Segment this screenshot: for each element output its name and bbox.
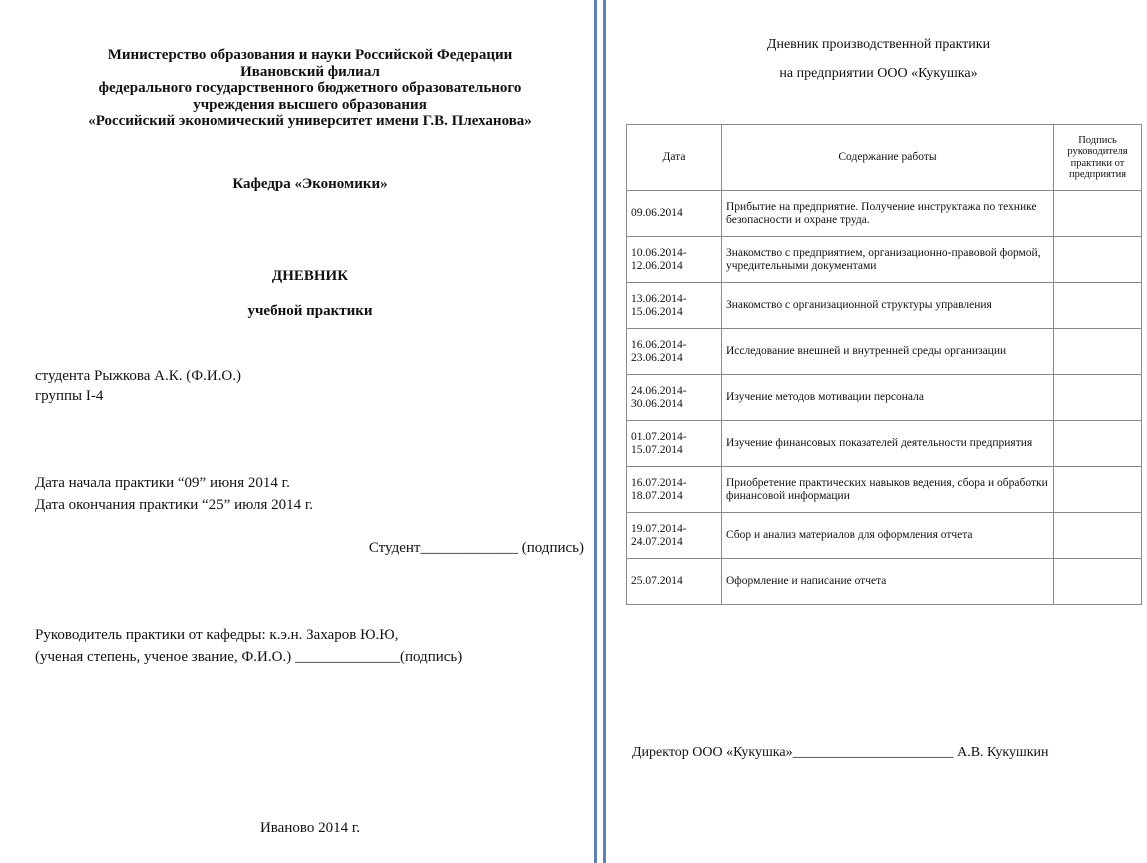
row-date: 09.06.2014 (627, 191, 722, 237)
date-column-header: Дата (627, 125, 722, 191)
department-name: Кафедра «Экономики» (232, 176, 388, 192)
table-row (627, 467, 1142, 513)
ministry-line: Ивановский филиал (240, 63, 380, 80)
table-row (627, 513, 1142, 559)
ministry-line: «Российский экономический университет имени Г.В. Плеханова» (88, 113, 532, 129)
supervisor-name: Руководитель практики от кафедры: к.э.н. Захаров Ю.Ю, (35, 627, 399, 643)
table-row (627, 559, 1142, 605)
practice-start-date: Дата начала практики “09” июня 2014 г. (35, 475, 290, 491)
student-name: студента Рыжкова А.К. (Ф.И.О.) (35, 368, 241, 384)
journal-table (626, 124, 1142, 605)
row-signature (1054, 421, 1142, 467)
row-content: Оформление и написание отчета (722, 559, 1054, 605)
row-content: Приобретение практических навыков ведения, сбора и обработки финансовой информации (722, 467, 1054, 513)
row-date: 19.07.2014- 24.07.2014 (627, 513, 722, 559)
row-date: 13.06.2014- 15.06.2014 (627, 283, 722, 329)
row-signature (1054, 375, 1142, 421)
row-content: Знакомство с организационной структуры управления (722, 283, 1054, 329)
diary-subtitle: учебной практики (247, 303, 373, 319)
row-date: 25.07.2014 (627, 559, 722, 605)
practice-end-date: Дата окончания практики “25” июля 2014 г. (35, 497, 314, 513)
journal-page (610, 0, 1147, 863)
row-signature (1054, 559, 1142, 605)
table-row (627, 421, 1142, 467)
ministry-line: Министерство образования и науки Российской Федерации (107, 47, 513, 63)
row-date: 10.06.2014- 12.06.2014 (627, 237, 722, 283)
row-signature (1054, 191, 1142, 237)
row-signature (1054, 329, 1142, 375)
row-date: 16.07.2014- 18.07.2014 (627, 467, 722, 513)
page-divider (592, 0, 610, 863)
row-content: Сбор и анализ материалов для оформления отчета (722, 513, 1054, 559)
ministry-line: федерального государственного бюджетного образовательного (98, 80, 522, 96)
table-header-row (627, 125, 1142, 191)
journal-title: Дневник производственной практики (766, 37, 991, 52)
table-row (627, 329, 1142, 375)
director-signature-line: Директор ООО «Кукушка»_______________________ А.В. Кукушкин (632, 745, 1049, 760)
ministry-line: учреждения высшего образования (193, 96, 427, 113)
row-content: Изучение финансовых показателей деятельности предприятия (722, 421, 1054, 467)
diary-title: ДНЕВНИК (271, 268, 349, 284)
row-content: Прибытие на предприятие. Получение инструктажа по технике безопасности и охране труда. (722, 191, 1054, 237)
journal-subtitle: на предприятии ООО «Кукушка» (779, 66, 978, 81)
row-signature (1054, 237, 1142, 283)
row-signature (1054, 467, 1142, 513)
row-date: 01.07.2014- 15.07.2014 (627, 421, 722, 467)
city-year: Иваново 2014 г. (259, 820, 361, 836)
row-signature (1054, 283, 1142, 329)
table-row (627, 283, 1142, 329)
row-date: 16.06.2014- 23.06.2014 (627, 329, 722, 375)
table-row (627, 375, 1142, 421)
row-content: Изучение методов мотивации персонала (722, 375, 1054, 421)
divider-line (594, 0, 597, 863)
divider-line (603, 0, 606, 863)
student-group: группы I-4 (35, 388, 104, 404)
supervisor-signature-line: (ученая степень, ученое звание, Ф.И.О.) ______________(подпись) (35, 649, 463, 665)
row-content: Исследование внешней и внутренней среды организации (722, 329, 1054, 375)
row-date: 24.06.2014- 30.06.2014 (627, 375, 722, 421)
row-content: Знакомство с предприятием, организационно-правовой формой, учредительными документами (722, 237, 1054, 283)
content-column-header: Содержание работы (722, 125, 1054, 191)
table-row (627, 237, 1142, 283)
student-signature-line: Студент_____________ (подпись) (368, 540, 584, 556)
signature-column-header: Подпись руководителя практики от предприятия (1054, 125, 1142, 191)
table-row (627, 191, 1142, 237)
row-signature (1054, 513, 1142, 559)
ministry-header (40, 47, 580, 130)
